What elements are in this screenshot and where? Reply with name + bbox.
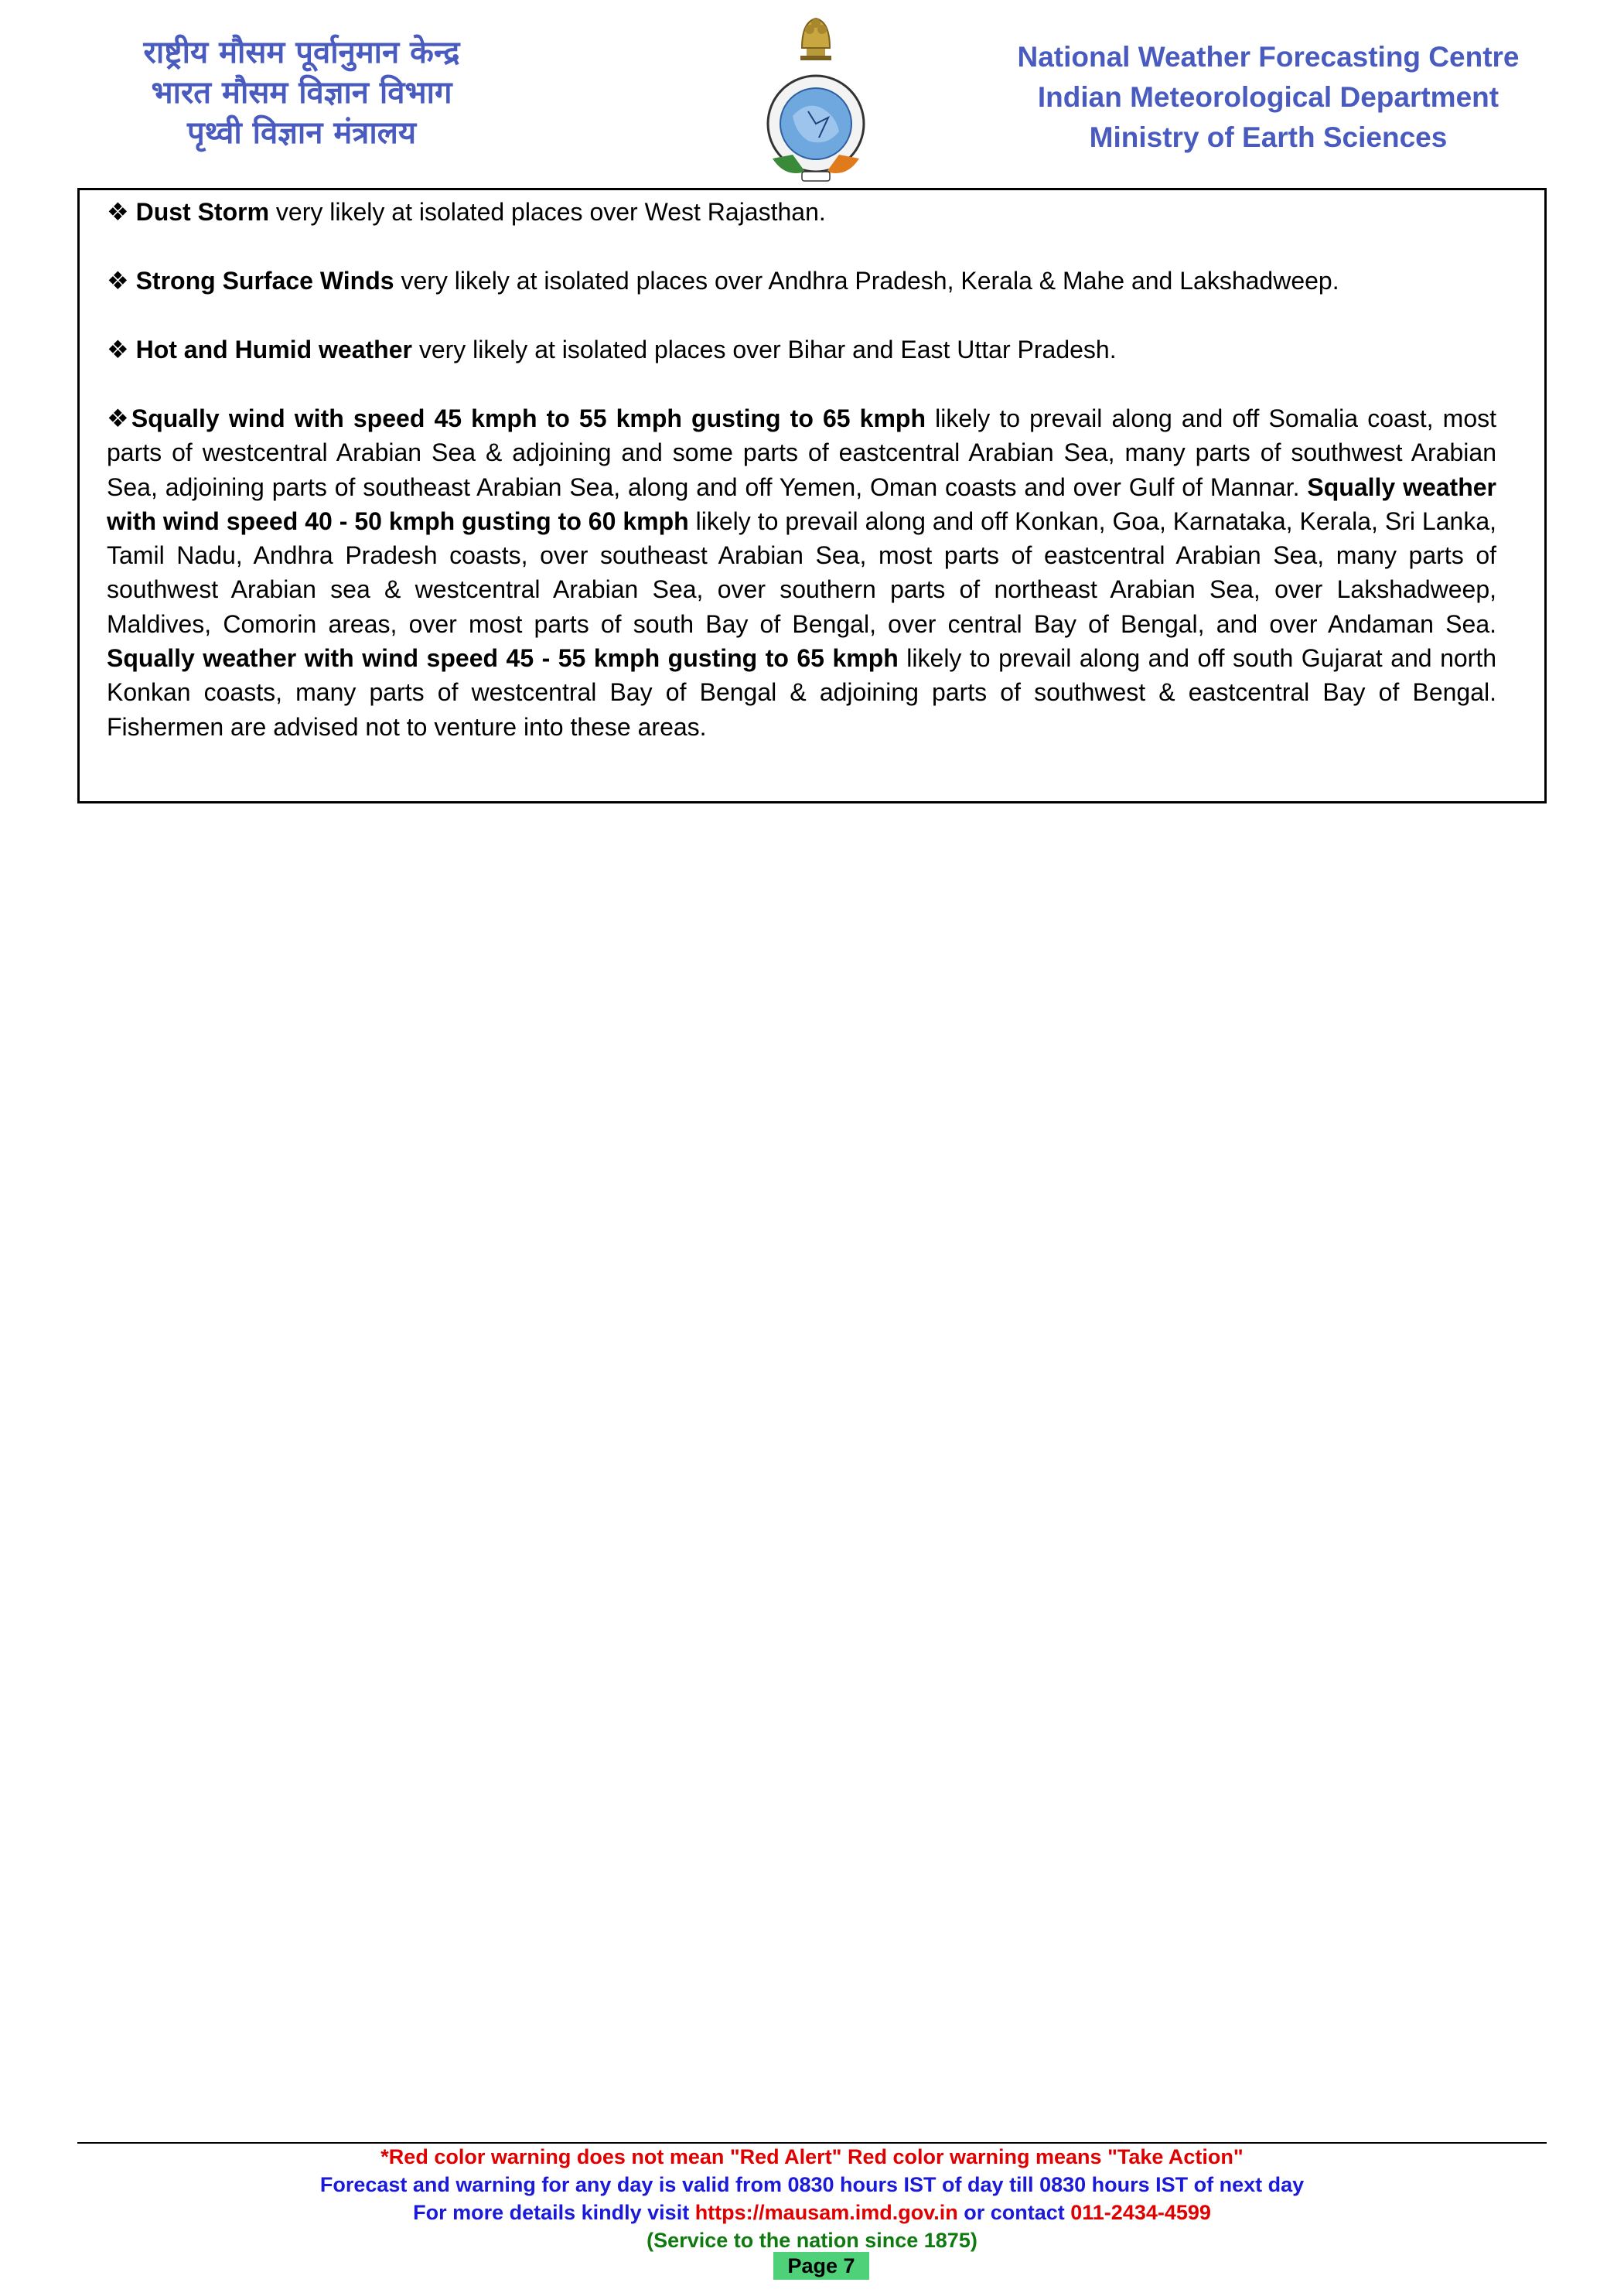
bullet-icon: ❖ — [107, 404, 131, 432]
strong-winds-bullet — [107, 264, 1496, 298]
squally-wind-heading-1: Squally wind with speed 45 kmph to 55 kmph gusting to 65 kmph — [131, 404, 926, 432]
imd-emblem-icon — [762, 0, 870, 186]
hot-humid-heading: Hot and Humid weather — [135, 336, 412, 363]
hot-humid-bullet — [107, 333, 1496, 367]
dust-storm-heading: Dust Storm — [135, 198, 270, 226]
hot-humid-text: very likely at isolated places over Bihar and East Uttar Pradesh. — [411, 336, 1117, 363]
english-header — [974, 37, 1562, 158]
squally-wind-bullet — [107, 401, 1496, 744]
hindi-title-line-1: राष्ट्रीय मौसम पूर्वानुमान केन्द्र — [143, 35, 460, 70]
strong-winds-text: very likely at isolated places over Andhra Pradesh, Kerala & Mahe and Lakshadweep. — [394, 267, 1339, 295]
contact-prefix: or contact — [957, 2201, 1071, 2224]
hindi-title-line-2: भारत मौसम विज्ञान विभाग — [151, 75, 452, 111]
details-prefix: For more details kindly visit — [413, 2201, 695, 2224]
page-number-badge: Page 7 — [773, 2252, 869, 2280]
squally-wind-text-2: likely to prevail along and off Konkan, Goa, Karnataka, Kerala, Sri Lanka, Tamil Nadu, Andhra Pradesh coasts, over southeast Arabian Sea, most parts of eastcentral Arabian Sea, many parts of southwest Arabian sea & westcentral Arabian Sea, over southern parts of northeast Arabian Sea, over Lakshadweep, Maldives, Comorin areas, over most parts of south Bay of Bengal, over central Bay of Bengal, and over Andaman Sea. — [107, 507, 1497, 638]
bullet-icon: ❖ — [107, 198, 129, 226]
english-title-line-2: Indian Meteorological Department — [1037, 81, 1499, 113]
squally-wind-heading-3: Squally weather with wind speed 45 - 55 kmph gusting to 65 kmph — [107, 644, 899, 673]
contact-line — [0, 2199, 1624, 2226]
dust-storm-text: very likely at isolated places over West Rajasthan. — [269, 198, 826, 226]
squally-wind-text-3: likely to prevail along and off south Gujarat and north Konkan coasts, many parts of westcentral Bay of Bengal & adjoining parts of southwest & eastcentral Bay of Bengal. Fishermen are advised not to venture into these areas. — [107, 644, 1497, 741]
english-title-line-3: Ministry of Earth Sciences — [1089, 121, 1448, 153]
warnings-box — [77, 188, 1547, 803]
phone-number: 011-2434-4599 — [1070, 2201, 1211, 2224]
hindi-header — [85, 32, 518, 153]
bullet-icon: ❖ — [107, 267, 129, 295]
website-link[interactable]: https://mausam.imd.gov.in — [694, 2201, 958, 2224]
squally-wind-text-1: likely to prevail along and off Somalia coast, most parts of westcentral Arabian Sea & adjoining and some parts of eastcentral Arabian Sea, many parts of southwest Arabian Sea, adjoining parts of southeast Arabian Sea, along and off Yemen, Oman coasts and over Gulf of Mannar. — [107, 404, 1497, 501]
strong-winds-heading: Strong Surface Winds — [135, 267, 394, 295]
dust-storm-bullet — [107, 195, 1496, 229]
red-warning-note: *Red color warning does not mean "Red Alert" Red color warning means "Take Action" — [380, 2145, 1244, 2168]
english-title-line-1: National Weather Forecasting Centre — [1017, 41, 1520, 73]
service-note: (Service to the nation since 1875) — [647, 2229, 977, 2252]
bullet-icon: ❖ — [107, 336, 129, 363]
squally-wind-heading-2: Squally weather with wind speed 40 - 50 kmph gusting to 60 kmph — [107, 473, 1497, 535]
validity-note: Forecast and warning for any day is valid from 0830 hours IST of day till 0830 hours IST of next day — [319, 2173, 1305, 2196]
hindi-title-line-3: पृथ्वी विज्ञान मंत्रालय — [186, 115, 417, 151]
